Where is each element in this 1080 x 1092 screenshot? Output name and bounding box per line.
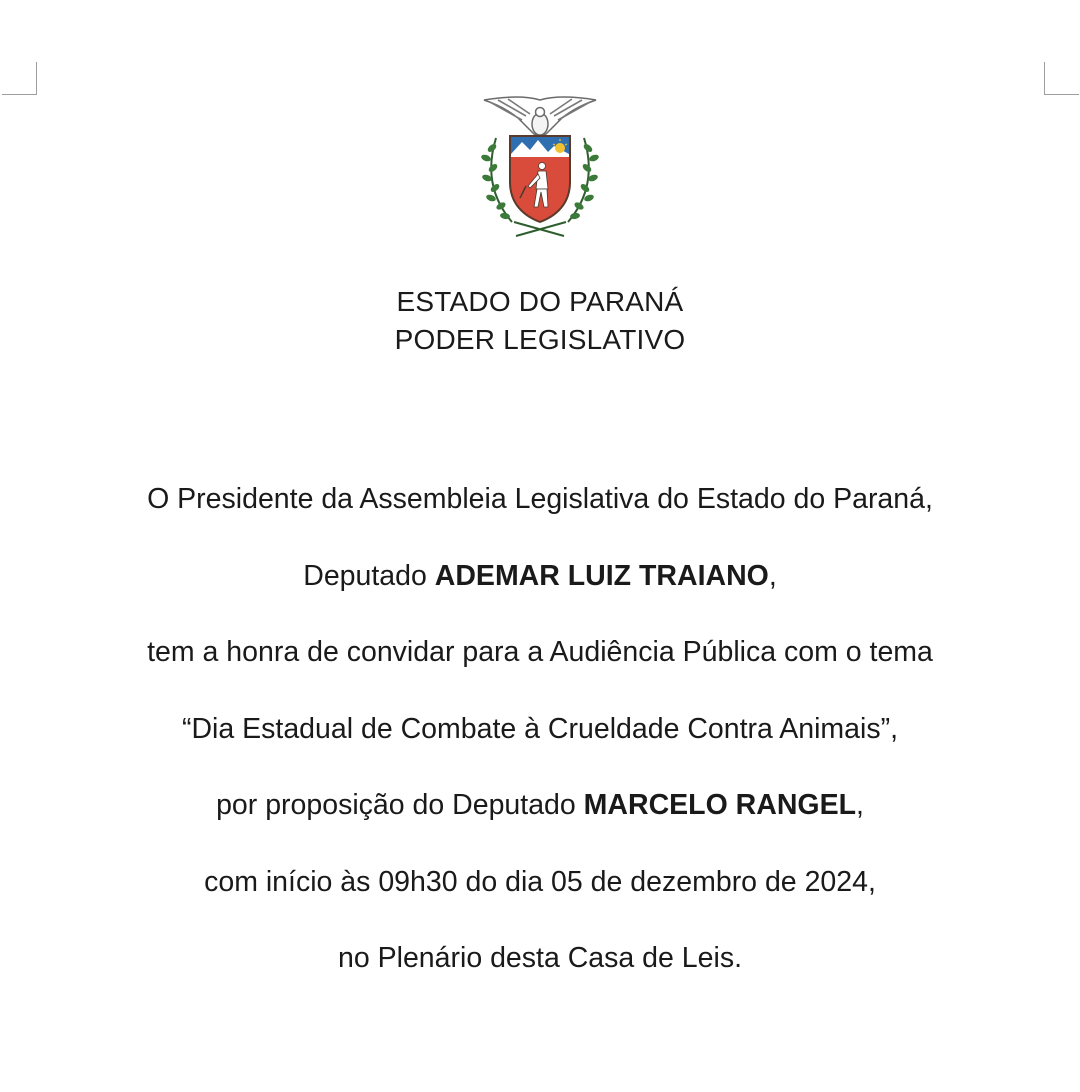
line5-punctuation: , bbox=[856, 789, 864, 821]
legislative-power-title: PODER LEGISLATIVO bbox=[394, 324, 686, 355]
invitation-line-2 bbox=[0, 555, 1080, 632]
proposition-prefix: por proposição do Deputado bbox=[216, 789, 584, 821]
page-corner-mark-left bbox=[2, 62, 37, 95]
coat-of-arms-emblem bbox=[478, 94, 602, 240]
invitation-line-3: tem a honra de convidar para a Audiência Pública com o tema bbox=[147, 636, 933, 668]
laurel-branch-left bbox=[480, 138, 512, 222]
line2-punctuation: , bbox=[768, 559, 777, 592]
invitation-line-5 bbox=[0, 784, 1080, 861]
shield-icon bbox=[510, 136, 570, 222]
president-name: ADEMAR LUIZ TRAIANO bbox=[434, 559, 769, 592]
document-header bbox=[0, 283, 1080, 359]
laurel-branch-right bbox=[568, 138, 600, 222]
invitation-line-6: com início às 09h30 do dia 05 de dezembro de 2024, bbox=[204, 865, 876, 898]
invitation-text bbox=[0, 478, 1080, 1014]
invitation-line-7: no Plenário desta Casa de Leis. bbox=[337, 942, 742, 974]
invitation-line-4: “Dia Estadual de Combate à Crueldade Contra Animais”, bbox=[181, 712, 899, 745]
deputy-prefix: Deputado bbox=[303, 559, 435, 592]
proposer-name: MARCELO RANGEL bbox=[583, 789, 856, 821]
eagle-icon bbox=[484, 97, 596, 136]
state-title: ESTADO DO PARANÁ bbox=[396, 286, 684, 317]
invitation-line-1: O Presidente da Assembleia Legislativa do Estado do Paraná, bbox=[147, 483, 933, 515]
page-corner-mark-right bbox=[1044, 62, 1079, 95]
crossed-stems bbox=[514, 222, 566, 236]
